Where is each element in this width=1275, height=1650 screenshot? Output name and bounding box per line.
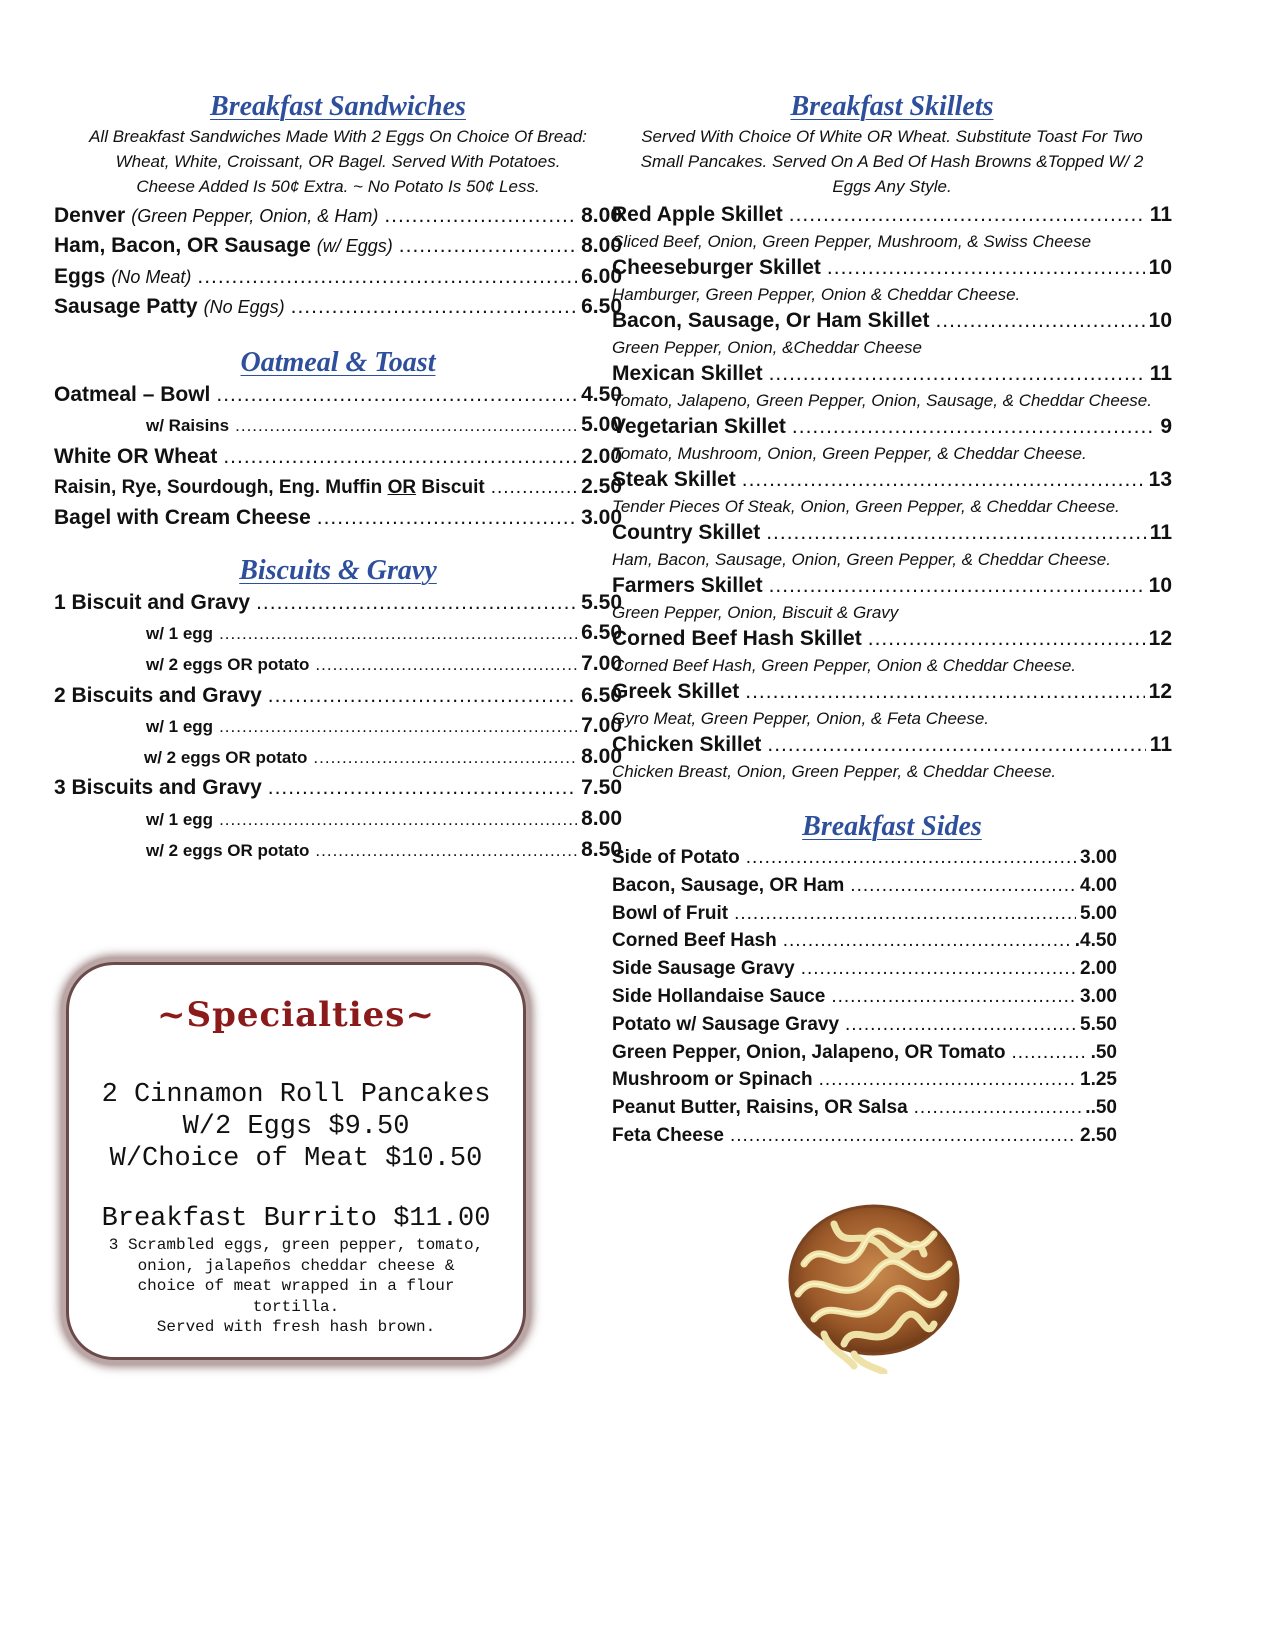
side-item: Side Sausage Gravy ..... 2.00 [612, 955, 1117, 983]
skillet-description: Gyro Meat, Green Pepper, Onion, & Feta Cheese. [612, 709, 990, 728]
menu-item: w/ 1 egg ..... 7.00 [54, 711, 622, 742]
left-column [54, 90, 622, 866]
skillet-description: Green Pepper, Onion, Biscuit & Gravy [612, 603, 899, 622]
skillet-description: Green Pepper, Onion, &Cheddar Cheese [612, 338, 922, 357]
menu-item: 3 Biscuits and Gravy ..... 7.50 [54, 773, 622, 803]
menu-item: w/ Raisins ..... 5.00 [54, 410, 622, 441]
skillet-item: Cheeseburger Skillet ..... 10 [612, 254, 1172, 282]
menu-item: w/ 1 egg ..... 6.50 [54, 618, 622, 649]
section-intro: All Breakfast Sandwiches Made With 2 Eggs On Choice Of Bread: Wheat, White, Croissant, OR Bagel. Served With Potatoes. Cheese Added Is 50¢ Extra. ~ No Potato Is 50¢ Less. [89, 127, 587, 196]
specialties-title: ~Specialties~ [157, 995, 435, 1035]
breakfast-sides-section [612, 810, 1172, 1150]
section-title: Biscuits & Gravy [239, 554, 437, 586]
side-item: Green Pepper, Onion, Jalapeno, OR Tomato ..... .50 [612, 1039, 1117, 1067]
skillet-description: Sliced Beef, Onion, Green Pepper, Mushroom, & Swiss Cheese [612, 232, 1092, 251]
burrito-title: Breakfast Burrito $11.00 [101, 1204, 491, 1234]
breakfast-sandwiches-section [54, 90, 622, 322]
skillet-item: Chicken Skillet ..... 11 [612, 731, 1172, 759]
menu-item: Raisin, Rye, Sourdough, Eng. Muffin OR Biscuit ..... 2.50 [54, 472, 622, 503]
menu-item: Denver (Green Pepper, Onion, & Ham) ..... 8.00 [54, 201, 622, 231]
skillet-description: Corned Beef Hash, Green Pepper, Onion & Cheddar Cheese. [612, 656, 1077, 675]
side-item: Bacon, Sausage, OR Ham ..... 4.00 [612, 872, 1117, 900]
skillet-description: Ham, Bacon, Sausage, Onion, Green Pepper, & Cheddar Cheese. [612, 550, 1111, 569]
section-intro: Served With Choice Of White OR Wheat. Substitute Toast For Two Small Pancakes. Served On A Bed Of Hash Browns &Topped W/ 2 Eggs Any Style. [640, 127, 1144, 196]
side-item: Mushroom or Spinach ..... 1.25 [612, 1066, 1117, 1094]
skillet-item: Bacon, Sausage, Or Ham Skillet ..... 10 [612, 307, 1172, 335]
biscuits-gravy-section [54, 554, 622, 867]
menu-item: Ham, Bacon, OR Sausage (w/ Eggs) ..... 8.00 [54, 231, 622, 261]
burrito-description: 3 Scrambled eggs, green pepper, tomato, onion, jalapeños cheddar cheese & choice of meat wrapped in a flour tortilla. Served with fresh hash brown. [108, 1236, 484, 1336]
skillet-description: Chicken Breast, Onion, Green Pepper, & Cheddar Cheese. [612, 762, 1057, 781]
section-title: Oatmeal & Toast [240, 347, 436, 379]
section-title: Breakfast Sandwiches [210, 91, 466, 122]
specialty-line: W/Choice of Meat $10.50 [109, 1144, 483, 1174]
menu-item: Oatmeal – Bowl ..... 4.50 [54, 380, 622, 410]
side-item: Side Hollandaise Sauce ..... 3.00 [612, 983, 1117, 1011]
side-item: Feta Cheese ..... 2.50 [612, 1122, 1117, 1150]
skillet-item: Corned Beef Hash Skillet ..... 12 [612, 625, 1172, 653]
skillet-item: Vegetarian Skillet ..... 9 [612, 413, 1172, 441]
specialty-line: W/2 Eggs $9.50 [182, 1112, 410, 1142]
skillet-description: Tomato, Jalapeno, Green Pepper, Onion, Sausage, & Cheddar Cheese. [612, 391, 1152, 410]
oatmeal-toast-section [54, 346, 622, 533]
breakfast-skillets-section [612, 90, 1172, 784]
menu-item: 2 Biscuits and Gravy ..... 6.50 [54, 681, 622, 711]
menu-item: Bagel with Cream Cheese ..... 3.00 [54, 503, 622, 533]
menu-item: 1 Biscuit and Gravy ..... 5.50 [54, 588, 622, 618]
menu-item: w/ 2 eggs OR potato ..... 8.00 [54, 742, 622, 773]
menu-item: w/ 1 egg ..... 8.00 [54, 804, 622, 835]
menu-item: Sausage Patty (No Eggs) ..... 6.50 [54, 292, 622, 322]
skillet-item: Greek Skillet ..... 12 [612, 678, 1172, 706]
skillet-description: Tomato, Mushroom, Onion, Green Pepper, & Cheddar Cheese. [612, 444, 1087, 463]
skillet-item: Farmers Skillet ..... 10 [612, 572, 1172, 600]
side-item: Bowl of Fruit ..... 5.00 [612, 900, 1117, 928]
menu-item: Eggs (No Meat) ..... 6.00 [54, 262, 622, 292]
side-item: Side of Potato ..... 3.00 [612, 844, 1117, 872]
section-title: Breakfast Skillets [790, 91, 994, 122]
menu-item: w/ 2 eggs OR potato ..... 8.50 [54, 835, 622, 866]
menu-item: w/ 2 eggs OR potato ..... 7.00 [54, 649, 622, 680]
right-column [612, 90, 1172, 1150]
specialty-line: 2 Cinnamon Roll Pancakes [101, 1080, 491, 1110]
side-item: Peanut Butter, Raisins, OR Salsa ..... ..50 [612, 1094, 1117, 1122]
side-item: Potato w/ Sausage Gravy ..... 5.50 [612, 1011, 1117, 1039]
cinnamon-roll-pancake-image [784, 1194, 962, 1374]
side-item: Corned Beef Hash ..... .4.50 [612, 927, 1117, 955]
skillet-description: Tender Pieces Of Steak, Onion, Green Pepper, & Cheddar Cheese. [612, 497, 1120, 516]
skillet-item: Mexican Skillet ..... 11 [612, 360, 1172, 388]
specialties-box [66, 962, 526, 1360]
skillet-description: Hamburger, Green Pepper, Onion & Cheddar Cheese. [612, 285, 1021, 304]
menu-item: White OR Wheat ..... 2.00 [54, 442, 622, 472]
skillet-item: Red Apple Skillet ..... 11 [612, 201, 1172, 229]
skillet-item: Steak Skillet ..... 13 [612, 466, 1172, 494]
section-title: Breakfast Sides [802, 811, 982, 842]
skillet-item: Country Skillet ..... 11 [612, 519, 1172, 547]
